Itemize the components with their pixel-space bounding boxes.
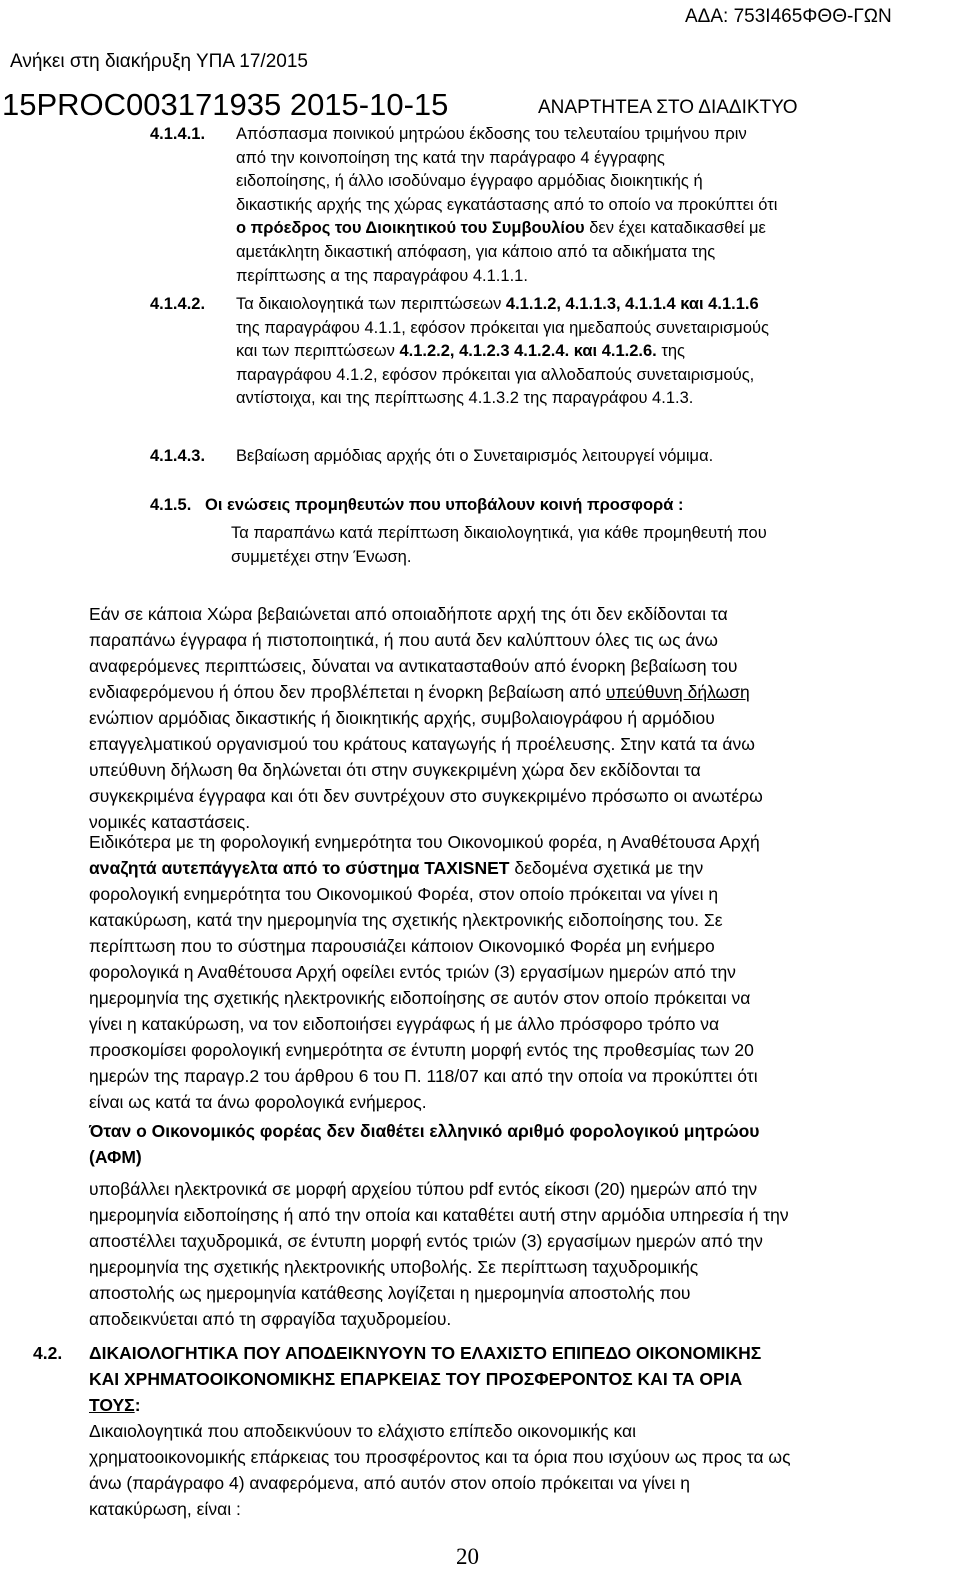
section-4142-body xyxy=(236,293,949,411)
text-line: προσκομίσει φορολογική ενημερότητα σε έντυπη μορφή εντός της προθεσμίας των 20 xyxy=(89,1040,754,1060)
paragraph-no-tax-id-body xyxy=(89,1176,949,1332)
text-line: αντίστοιχα, και της περίπτωσης 4.1.3.2 της παραγράφου 4.1.3. xyxy=(236,389,694,408)
text-line: είναι ως κατά τα άνω φορολογικά ενήμερος. xyxy=(89,1092,427,1112)
section-number: 4.1.4.2. xyxy=(150,295,206,313)
tender-reference: Ανήκει στη διακήρυξη ΥΠΑ 17/2015 xyxy=(10,51,308,72)
text-line: φορολογική ενημερότητα του Οικονομικού Φορέα, στον οποίο πρόκειται να γίνει η xyxy=(89,884,719,904)
heading-line: ΚΑΙ ΧΡΗΜΑΤΟΟΙΚΟΝΟΜΙΚΗΣ ΕΠΑΡΚΕΙΑΣ ΤΟΥ ΠΡΟΣΦΕΡΟΝΤΟΣ ΚΑΙ ΤΑ ΟΡΙΑ xyxy=(89,1369,743,1389)
bold-phrase: ο πρόεδρος του Διοικητικού του Συμβουλίου xyxy=(236,219,585,238)
text-line: ημερομηνία της σχετικής ηλεκτρονικής υποβολής. Σε περίπτωση ταχυδρομικής xyxy=(89,1257,699,1277)
section-42-heading xyxy=(89,1340,949,1418)
text-line: επαγγελματικού οργανισμού του κράτους καταγωγής ή προέλευσης. Στην κατά τα άνω xyxy=(89,734,755,754)
publish-notice: ΑΝΑΡΤΗΤΕΑ ΣΤΟ ΔΙΑΔΙΚΤΥΟ xyxy=(538,97,798,118)
section-number: 4.2. xyxy=(33,1343,63,1363)
text-line: αποδεικνύεται από τη σφραγίδα ταχυδρομείου. xyxy=(89,1309,452,1329)
section-number: 4.1.4.1. xyxy=(150,125,206,143)
procurement-code: 15PROC003171935 2015-10-15 xyxy=(2,87,449,122)
text-line xyxy=(236,293,949,317)
text-line: Εάν σε κάποια Χώρα βεβαιώνεται από οποιαδήποτε αρχή της ότι δεν εκδίδονται τα xyxy=(89,604,728,624)
section-42-body xyxy=(89,1418,949,1522)
text-line xyxy=(236,217,949,241)
text-line: χρηματοοικονομικής επάρκειας του προσφέροντος και τα όρια που ισχύουν ως προς τα ως xyxy=(89,1447,791,1467)
subheading: (ΑΦΜ) xyxy=(89,1147,142,1167)
section-4141-body xyxy=(236,123,949,288)
text-line: Τα παραπάνω κατά περίπτωση δικαιολογητικά, για κάθε προμηθευτή που xyxy=(231,524,767,542)
text-span: Τα δικαιολογητικά των περιπτώσεων xyxy=(236,295,506,313)
text-line: ενώπιον αρμόδιας δικαστικής ή διοικητικής αρχής, συμβολαιογράφου ή αρμόδιου xyxy=(89,708,715,728)
section-415-body xyxy=(231,522,949,569)
bold-phrase: αναζητά αυτεπάγγελτα από το σύστημα TAXISNET xyxy=(89,858,510,878)
text-line: Δικαιολογητικά που αποδεικνύουν το ελάχιστο επίπεδο οικονομικής και xyxy=(89,1421,637,1441)
ada-code: ΑΔΑ: 753Ι465ΦΘΘ-ΓΩΝ xyxy=(685,6,892,27)
heading-line xyxy=(89,1392,949,1418)
paragraph-tax-clearance xyxy=(89,829,949,1115)
text-span: ενδιαφερόμενου ή όπου δεν προβλέπεται η ένορκη βεβαίωση από xyxy=(89,682,606,702)
text-line: άνω (παράγραφο 4) αναφερόμενα, από αυτόν στον οποίο πρόκειται να γίνει η xyxy=(89,1473,690,1493)
text-line: της παραγράφου 4.1.1, εφόσον πρόκειται για ημεδαπούς συνεταιρισμούς xyxy=(236,318,769,337)
paragraph-no-tax-id xyxy=(89,1118,949,1170)
text-line: κατακύρωση, κατά την ημερομηνία της σχετικής ηλεκτρονικής ειδοποίησης του. Σε xyxy=(89,910,723,930)
text-line xyxy=(89,855,949,881)
text-line: Απόσπασμα ποινικού μητρώου έκδοσης του τελευταίου τριμήνου πριν xyxy=(236,125,747,143)
subheading: Όταν ο Οικονομικός φορέας δεν διαθέτει ελληνικό αριθμό φορολογικού μητρώου xyxy=(89,1121,760,1141)
section-number: 4.1.5. xyxy=(150,496,192,514)
text-line: νομικές καταστάσεις. xyxy=(89,812,251,832)
section-415-title: Οι ενώσεις προμηθευτών που υποβάλουν κοινή προσφορά : xyxy=(205,496,684,514)
text-line: αποστέλλει ταχυδρομικά, σε έντυπη μορφή εντός τριών (3) εργασίμων ημερών από την xyxy=(89,1231,763,1251)
text-line: φορολογικά η Αναθέτουσα Αρχή οφείλει εντός τριών (3) εργασίμων ημερών από την xyxy=(89,962,736,982)
text-line: αποστολής ως ημερομηνία κατάθεσης λογίζεται η ημερομηνία αποστολής που xyxy=(89,1283,691,1303)
text-line xyxy=(89,679,949,705)
section-number: 4.1.4.3. xyxy=(150,447,206,465)
text-line: αναφερόμενες περιπτώσεις, δύναται να αντικατασταθούν από ένορκη βεβαίωση του xyxy=(89,656,738,676)
text-span: δεν έχει καταδικασθεί με xyxy=(584,219,766,238)
text-line: γίνει η κατακύρωση, να τον ειδοποιήσει εγγράφως ή με άλλο πρόσφορο τρόπο να xyxy=(89,1014,720,1034)
text-line: Ειδικότερα με τη φορολογική ενημερότητα του Οικονομικού φορέα, η Αναθέτουσα Αρχή xyxy=(89,832,760,852)
bold-phrase: 4.1.1.2, 4.1.1.3, 4.1.1.4 και 4.1.1.6 xyxy=(505,295,759,313)
bold-phrase: 4.1.2.2, 4.1.2.3 4.1.2.4. και 4.1.2.6. xyxy=(399,342,657,361)
text-span: δεδομένα σχετικά με την xyxy=(509,858,704,878)
text-line: ημερών της παραγρ.2 του άρθρου 6 του Π. 118/07 και από την οποία να προκύπτει ότι xyxy=(89,1066,758,1086)
text-line: από την κοινοποίηση της κατά την παράγραφο 4 έγγραφης xyxy=(236,148,665,167)
underlined-phrase: ΤΟΥΣ xyxy=(89,1395,135,1415)
text-line: κατακύρωση, είναι : xyxy=(89,1499,241,1519)
text-line: υπεύθυνη δήλωση θα δηλώνεται ότι στην συγκεκριμένη χώρα δεν εκδίδονται τα xyxy=(89,760,701,780)
text-line: συγκεκριμένα έγγραφα και ότι δεν συντρέχουν στο συγκεκριμένο πρόσωπο οι ανωτέρω xyxy=(89,786,763,806)
underlined-phrase: υπεύθυνη δήλωση xyxy=(605,682,750,702)
page-number: 20 xyxy=(456,1544,479,1569)
text-line: παραπάνω έγγραφα ή πιστοποιητικά, ή που αυτά δεν καλύπτουν όλες τις ως άνω xyxy=(89,630,718,650)
paragraph-equivalent-docs xyxy=(89,601,949,835)
text-line: ειδοποίησης, ή άλλο ισοδύναμο έγγραφο αρμόδιας διοικητικής ή xyxy=(236,172,703,191)
text-span: και των περιπτώσεων xyxy=(236,342,400,361)
text-line: ημερομηνία ειδοποίησης ή από την οποία και καταθέτει αυτή στην αρμόδια υπηρεσία ή την xyxy=(89,1205,789,1225)
heading-line: ΔΙΚΑΙΟΛΟΓΗΤΙΚΑ ΠΟΥ ΑΠΟΔΕΙΚΝΥΟΥΝ ΤΟ ΕΛΑΧΙΣΤΟ ΕΠΙΠΕΔΟ ΟΙΚΟΝΟΜΙΚΗΣ xyxy=(89,1343,762,1363)
section-4143-text: Βεβαίωση αρμόδιας αρχής ότι ο Συνεταιρισμός λειτουργεί νόμιμα. xyxy=(236,447,714,465)
text-line: περίπτωση που το σύστημα παρουσιάζει κάποιον Οικονομικό Φορέα μη ενήμερο xyxy=(89,936,715,956)
text-span: της xyxy=(656,342,685,361)
text-line: περίπτωσης α της παραγράφου 4.1.1.1. xyxy=(236,266,528,285)
text-line: παραγράφου 4.1.2, εφόσον πρόκειται για αλλοδαπούς συνεταιρισμούς, xyxy=(236,365,755,384)
text-line: συμμετέχει στην Ένωση. xyxy=(231,547,412,566)
text-line: ημερομηνία της σχετικής ηλεκτρονικής ειδοποίησης σε αυτόν στον οποίο πρόκειται να xyxy=(89,988,751,1008)
text-line: υποβάλλει ηλεκτρονικά σε μορφή αρχείου τύπου pdf εντός είκοσι (20) ημερών από την xyxy=(89,1179,758,1199)
text-span: : xyxy=(134,1395,141,1415)
text-line: αμετάκλητη δικαστική απόφαση, για κάποιο από τα αδικήματα της xyxy=(236,242,716,261)
text-line xyxy=(236,340,949,364)
text-line: δικαστικής αρχής της χώρας εγκατάστασης από το οποίο να προκύπτει ότι xyxy=(236,195,778,214)
